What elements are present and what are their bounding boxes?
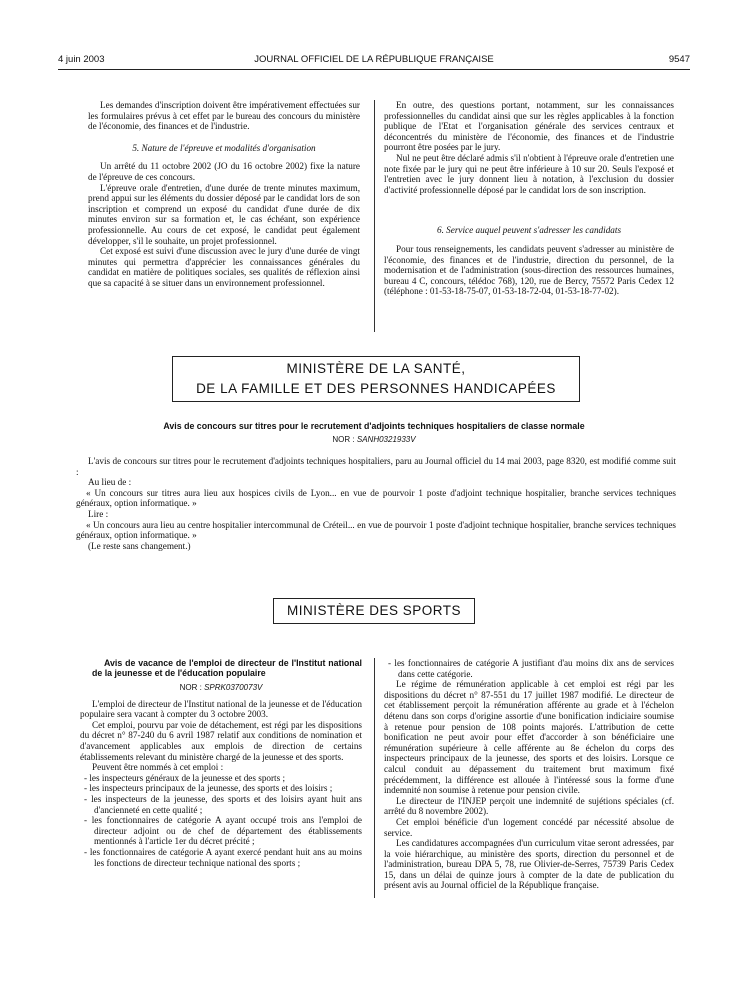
nor-line <box>80 683 362 694</box>
list-item: - les fonctionnaires de catégorie A ayant exercé pendant huit ans au moins les fonctions de directeur technique national des sports ; <box>84 846 362 868</box>
paragraph: Lire : <box>88 508 109 519</box>
nor-line <box>60 435 688 444</box>
paragraph: En outre, des questions portant, notamment, sur les connaissances professionnelles du candidat ainsi que sur les règles applicables à la fonction publique de l'Etat et l'organisation générale des services centraux et déconcentrés du ministère de l'économie, des finances et de l'industrie pourront être posées par le jury. <box>384 100 674 153</box>
paragraph: Cet emploi bénéficie d'un logement concédé par nécessité absolue de service. <box>384 816 674 838</box>
paragraph: Au lieu de : <box>88 477 132 488</box>
nor-label: NOR : <box>332 435 355 444</box>
bottom-left-column <box>80 658 362 868</box>
paragraph: L'emploi de directeur de l'Institut national de la jeunesse et de l'éducation populaire sera vacant à compter du 3 octobre 2003. <box>80 698 362 720</box>
ministry-line: MINISTÈRE DE LA SANTÉ, <box>286 361 466 376</box>
list-item: - les inspecteurs généraux de la jeunesse et des sports ; <box>84 772 286 783</box>
paragraph: L'avis de concours sur titres pour le recrutement d'adjoints techniques hospitaliers, paru au Journal officiel du 14 mai 2003, page 8320, est modifié comme suit : <box>76 456 676 477</box>
paragraph: L'épreuve orale d'entretien, d'une durée de trente minutes maximum, prend appui sur les éléments du dossier déposé par le candidat lors de son inscription et comprend un exposé du candidat d'une durée de dix minutes environ sur sa formation et, le cas échéant, son expérience professionnelle. Au cours de cet exposé, le candidat peut également développer, s'il le souhaite, un projet professionnel. <box>88 182 360 246</box>
page-number: 9547 <box>668 54 690 65</box>
avis-title: Avis de vacance de l'emploi de directeur de l'Institut national de la jeunesse et de l'éducation populaire <box>92 658 362 678</box>
paragraph: Le régime de rémunération applicable à cet emploi est régi par les dispositions du décret n° 87-551 du 17 juillet 1987 modifié. Le directeur de cet établissement perçoit la rémunération afférente au grade et à l'échelon détenu dans son corps d'origine assortie d'une bonification indiciaire soumise à retenue pour pension de 108 points majorés. L'attribution de cette bonification ne peut avoir pour effet d'accorder à son bénéficiaire une rémunération supérieure à celle afférente au 8e échelon du corps des inspecteurs principaux de la jeunesse, des sports et des loisirs. Lorsque ce calcul conduit au dépassement du traitement brut maximum fixé précédemment, la différence est allouée à l'intéressé sous la forme d'une indemnité non soumise à retenue pour pension civile. <box>384 679 674 796</box>
nor-code: SANH0321933V <box>356 435 416 444</box>
paragraph: Le directeur de l'INJEP perçoit une indemnité de sujétions spéciales (cf. arrêté du 8 novembre 2002). <box>384 795 674 817</box>
paragraph: Pour tous renseignements, les candidats peuvent s'adresser au ministère de l'économie, des finances et de l'industrie, direction du personnel, de la modernisation et de l'administration (sous-direction des ressources humaines, bureau 4 C, concours, télédoc 768), 120, rue de Bercy, 75572 Paris Cedex 12 (téléphone : 01-53-18-75-07, 01-53-18-72-04, 01-53-18-77-02). <box>384 243 674 297</box>
eligibility-list-continued <box>384 658 674 679</box>
top-right-column <box>384 100 674 297</box>
section-heading: 6. Service auquel peuvent s'adresser les candidats <box>436 225 622 236</box>
avis-body <box>76 456 676 551</box>
ministry-line: MINISTÈRE DES SPORTS <box>286 603 462 618</box>
page-header <box>58 54 690 68</box>
paragraph: Cet exposé est suivi d'une discussion avec le jury d'une durée de vingt minutes qui permettra d'apprécier les connaissances générales du candidat en matière de politiques sociales, ses qualités de réflexion ainsi que sa capacité à se situer dans un environnement professionnel. <box>88 246 360 288</box>
paragraph: Nul ne peut être déclaré admis s'il n'obtient à l'épreuve orale d'entretien une note fixée par le jury qui ne peut être inférieure à 10 sur 20. Seuls l'exposé et l'entretien avec le jury donnent lieu à notation, à l'exclusion du dossier d'activité professionnelle déposé par le candidat lors de son inscription. <box>384 152 674 195</box>
journal-title: JOURNAL OFFICIEL DE LA RÉPUBLIQUE FRANÇAISE <box>254 54 494 65</box>
list-item: - les inspecteurs de la jeunesse, des sports et des loisirs ayant huit ans d'ancienneté en cette qualité ; <box>84 793 362 815</box>
column-divider <box>374 658 375 898</box>
paragraph: Peuvent être nommés à cet emploi : <box>92 762 224 773</box>
section-heading: 5. Nature de l'épreuve et modalités d'organisation <box>132 142 316 153</box>
paragraph: Les candidatures accompagnées d'un curriculum vitae seront adressées, par la voie hiérarchique, au ministère des sports, direction du personnel et de l'administration, bureau DPA 5, 78, rue Olivier-de-Serres, 75739 Paris Cedex 15, dans un délai de quinze jours à compter de la date de publication du présent avis au Journal officiel de la République française. <box>384 838 674 891</box>
paragraph: Cet emploi, pourvu par voie de détachement, est régi par les dispositions du décret n° 87-240 du 6 avril 1987 relatif aux conditions de nomination et d'avancement applicables aux emplois de direction de certains établissements relevant du ministère chargé de la jeunesse et des sports. <box>80 719 362 762</box>
bottom-right-column <box>384 658 674 891</box>
header-date: 4 juin 2003 <box>58 54 105 65</box>
column-divider <box>374 100 375 332</box>
nor-label: NOR : <box>179 683 202 692</box>
list-item: - les fonctionnaires de catégorie A ayant occupé trois ans l'emploi de directeur adjoint ou de chef de département des établissements mentionnés à l'article 1er du décret précité ; <box>84 815 362 847</box>
top-left-column <box>88 100 360 289</box>
quote: « Un concours aura lieu au centre hospitalier intercommunal de Créteil... en vue de pourvoir 1 poste d'adjoint technique hospitalier, branche services techniques généraux, option informatique. » <box>76 519 676 541</box>
paragraph: Les demandes d'inscription doivent être impérativement effectuées sur les formulaires prévus à cet effet par le bureau des concours du ministère de l'économie, des finances et de l'industrie. <box>88 100 360 132</box>
list-item: - les fonctionnaires de catégorie A justifiant d'au moins dix ans de services dans cette catégorie. <box>388 658 674 679</box>
avis-title: Avis de concours sur titres pour le recrutement d'adjoints techniques hospitaliers de classe normale <box>163 421 585 431</box>
header-rule <box>58 69 690 70</box>
paragraph: Un arrêté du 11 octobre 2002 (JO du 16 octobre 2002) fixe la nature de l'épreuve de ces concours. <box>88 161 360 182</box>
ministry-sante-box <box>172 356 580 402</box>
quote: « Un concours sur titres aura lieu aux hospices civils de Lyon... en vue de pourvoir 1 poste d'adjoint technique hospitalier, branche services techniques généraux, option informatique. » <box>76 487 676 509</box>
eligibility-list <box>80 773 362 868</box>
list-item: - les inspecteurs principaux de la jeunesse, des sports et des loisirs ; <box>84 783 333 794</box>
nor-code: SPRK0370073V <box>204 683 263 692</box>
ministry-line: DE LA FAMILLE ET DES PERSONNES HANDICAPÉES <box>196 381 556 396</box>
paragraph: (Le reste sans changement.) <box>88 540 191 551</box>
ministry-sports-box <box>273 598 475 624</box>
